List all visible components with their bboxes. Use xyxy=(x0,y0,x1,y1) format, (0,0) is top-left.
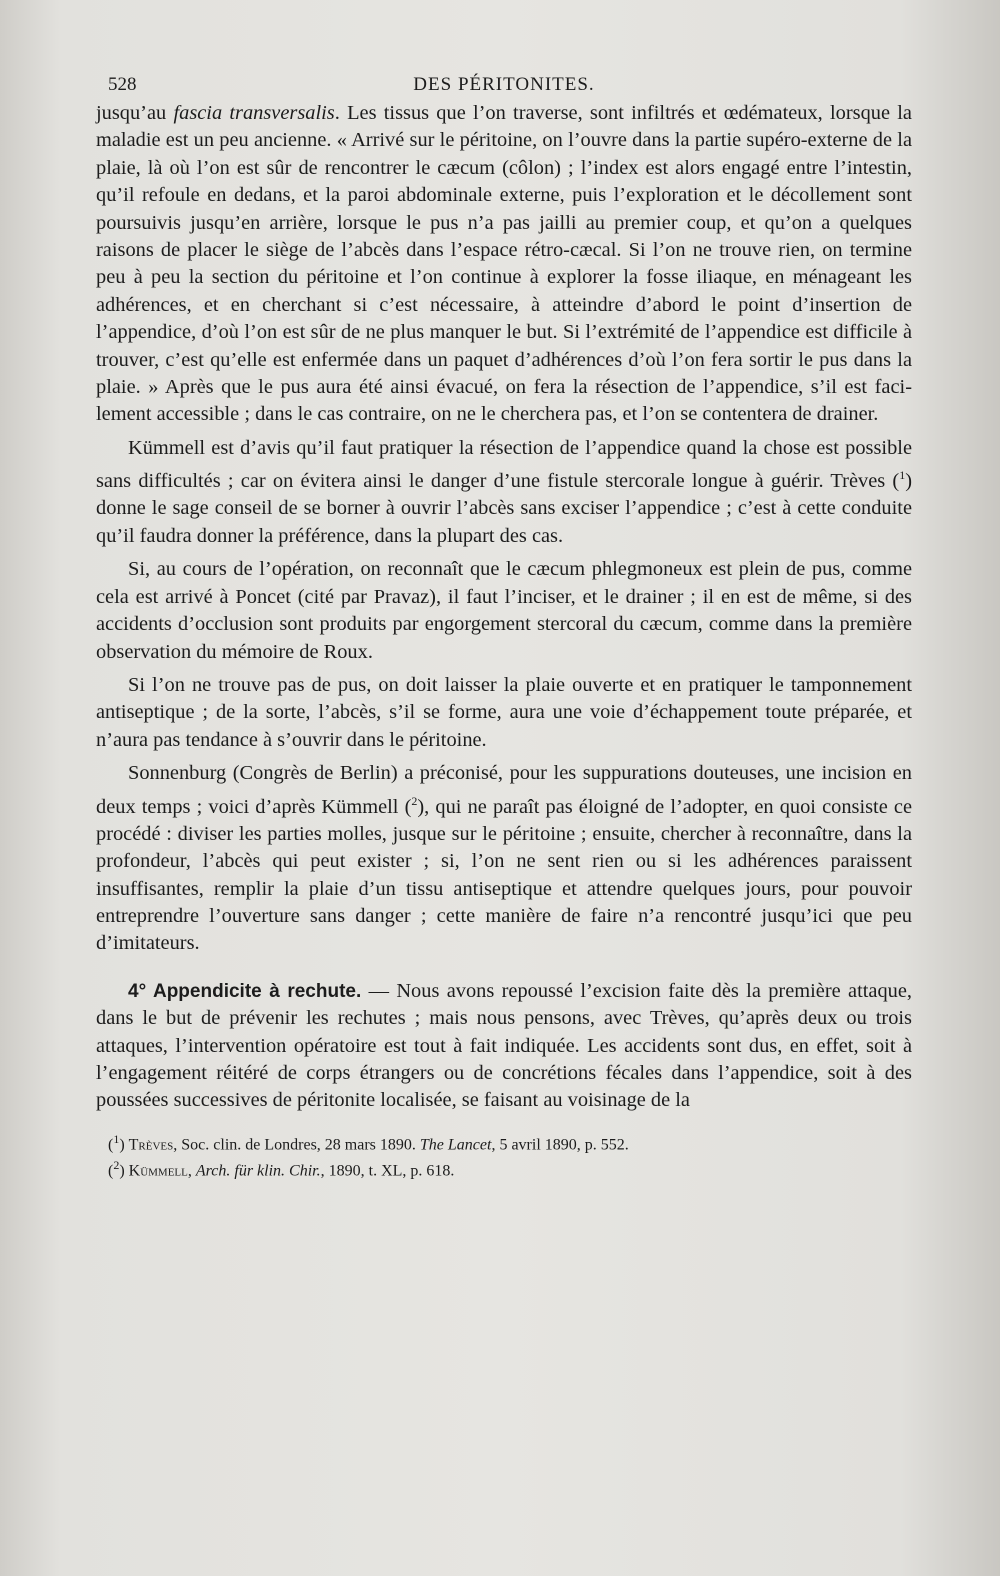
footnote-reference: 1 xyxy=(899,468,906,483)
text-run: ) donne le sage conseil de se borner à ouvrir l’abcès sans exciser l’appendice ; c’est à cette conduite qu’il faudra donner la préférence, dans la plupart des cas. xyxy=(96,470,912,547)
text-run: Sonnenburg (Congrès de Berlin) a préconisé, pour les suppurations douteuses, une incision en deux temps ; voici d’après Kümmell ( xyxy=(96,762,912,818)
text-run: Kümmell est d’avis qu’il faut pratiquer la résection de l’appendice quand la chose est possible sans difficultés ; car on évitera ainsi le danger d’une fistule stercorale longue à guérir. Trèves ( xyxy=(96,436,912,493)
italic-text: fascia transversalis xyxy=(173,102,335,124)
paragraph-section-appendicite-a-rechute xyxy=(96,978,912,1115)
text-run: ( xyxy=(108,1162,114,1180)
text-run: Si, au cours de l’opération, on reconnaît que le cæcum phlegmoneux est plein de pus, comme cela est arrivé à Poncet (cité par Pravaz), il faut l’inciser, et le drainer ; il en est de même, si des accidents d’occlusion sont produits par engorgement stercoral du cæcum, comme dans la première observation du mémoire de Roux. xyxy=(96,558,912,663)
text-run: ), qui ne paraît pas éloigné de l’adopter, en quoi consiste ce procédé : diviser les parties molles, jusque sur le péritoine ; ensuite, chercher à reconnaître, dans la profondeur, l’abcès qui peut exister ; si, l’on ne sent rien ou si les adhérences paraissent insuffisantes, remplir la plaie d’un tissu antiseptique et attendre quelques jours, pour pouvoir entreprendre l’ouverture sans danger ; cette manière de faire n’a rencontré jusqu’ici que peu d’imitateurs. xyxy=(96,795,913,955)
text-run: . Les tissus que l’on traverse, sont infiltrés et œdémateux, lorsque la maladie est un peu ancienne. « Arrivé sur le péritoine, on l’ouvre dans la partie supéro-externe de la plaie, là où l’on est sûr de rencontrer le cæcum (côlon) ; l’index est alors engagé entre l’intestin, qu’il refoule en dedans, et la paroi abdominale externe, puis l’exploration et le décollement sont poursuivis jusqu’en arrière, lorsque le pus n’a pas jailli au premier coup, et qu’on a quelques raisons de placer le siège de l’abcès dans l’espace rétro-cæcal. Si l’on ne trouve rien, on termine peu à peu la section du péritoine et l’on continue à explorer la fosse iliaque, en ménageant les adhérences, et en cherchant si c’est nécessaire, à atteindre d’abord le point d’insertion de l’appendice, d’où l’on est sûr de ne plus manquer le but. Si l’extrémité de l’appendice est difficile à trouver, c’est qu’elle est enfermée dans un paquet d’adhérences d’où l’on fera sortir le pus dans la plaie. » Après que le pus aura été ainsi évacué, on fera la résection de l’appendice, s’il est facilement accessible ; dans le cas contraire, on ne le cherchera pas, et l’on se contentera de drainer. xyxy=(96,102,912,426)
section-title: 4° Appendicite à rechute. xyxy=(128,980,362,1002)
text-run: , xyxy=(187,1162,196,1180)
paragraph xyxy=(96,435,912,550)
text-run: , Soc. clin. de Londres, 28 mars 1890. xyxy=(173,1136,420,1154)
text-run: ( xyxy=(108,1136,114,1154)
author-name: Kümmell xyxy=(128,1162,188,1180)
footnote xyxy=(96,1155,912,1181)
text-run: , 5 avril 1890, p. 552. xyxy=(491,1136,629,1154)
footnote-reference: 1 xyxy=(113,1131,120,1146)
footnote-reference: 2 xyxy=(113,1158,120,1173)
footnote xyxy=(96,1129,912,1155)
text-run: Si l’on ne trouve pas de pus, on doit laisser la plaie ouverte et en pratiquer le tamponnement antiseptique ; de la sorte, l’abcès, s’il se forme, aura une voie d’échappement toute préparée, et n’aura pas tendance à s’ouvrir dans le péritoine. xyxy=(96,673,912,751)
text-run: , 1890, t. XL, p. 618. xyxy=(320,1162,455,1180)
italic-text: The Lancet xyxy=(419,1136,492,1154)
paragraph xyxy=(96,100,912,429)
footnote-reference: 2 xyxy=(411,793,418,808)
author-name: Trèves xyxy=(128,1136,174,1154)
text-run: ) xyxy=(119,1162,129,1180)
paragraph xyxy=(96,760,912,958)
italic-text: Arch. für klin. Chir. xyxy=(195,1162,321,1180)
running-head xyxy=(96,66,912,100)
footnotes xyxy=(96,1129,912,1182)
text-run: ) xyxy=(119,1136,129,1154)
running-title: DES PÉRITONITES. xyxy=(413,74,595,95)
body-text xyxy=(96,100,912,1115)
text-run: — Nous avons repoussé l’excision faite dès la première attaque, dans le but de prévenir les rechutes ; mais nous pensons, avec Trèves, qu’après deux ou trois attaques, l’intervention opératoire est tout à fait indiquée. Les accidents sont dus, en effet, soit à l’engagement réitéré de corps étrangers ou de concrétions fécales dans l’appendice, soit à des poussées successives de péritonite localisée, se faisant au voisinage de la xyxy=(96,979,912,1112)
paragraph xyxy=(96,672,912,754)
paragraph xyxy=(96,556,912,666)
text-run: jusqu’au xyxy=(96,102,174,124)
page-number: 528 xyxy=(108,74,137,95)
